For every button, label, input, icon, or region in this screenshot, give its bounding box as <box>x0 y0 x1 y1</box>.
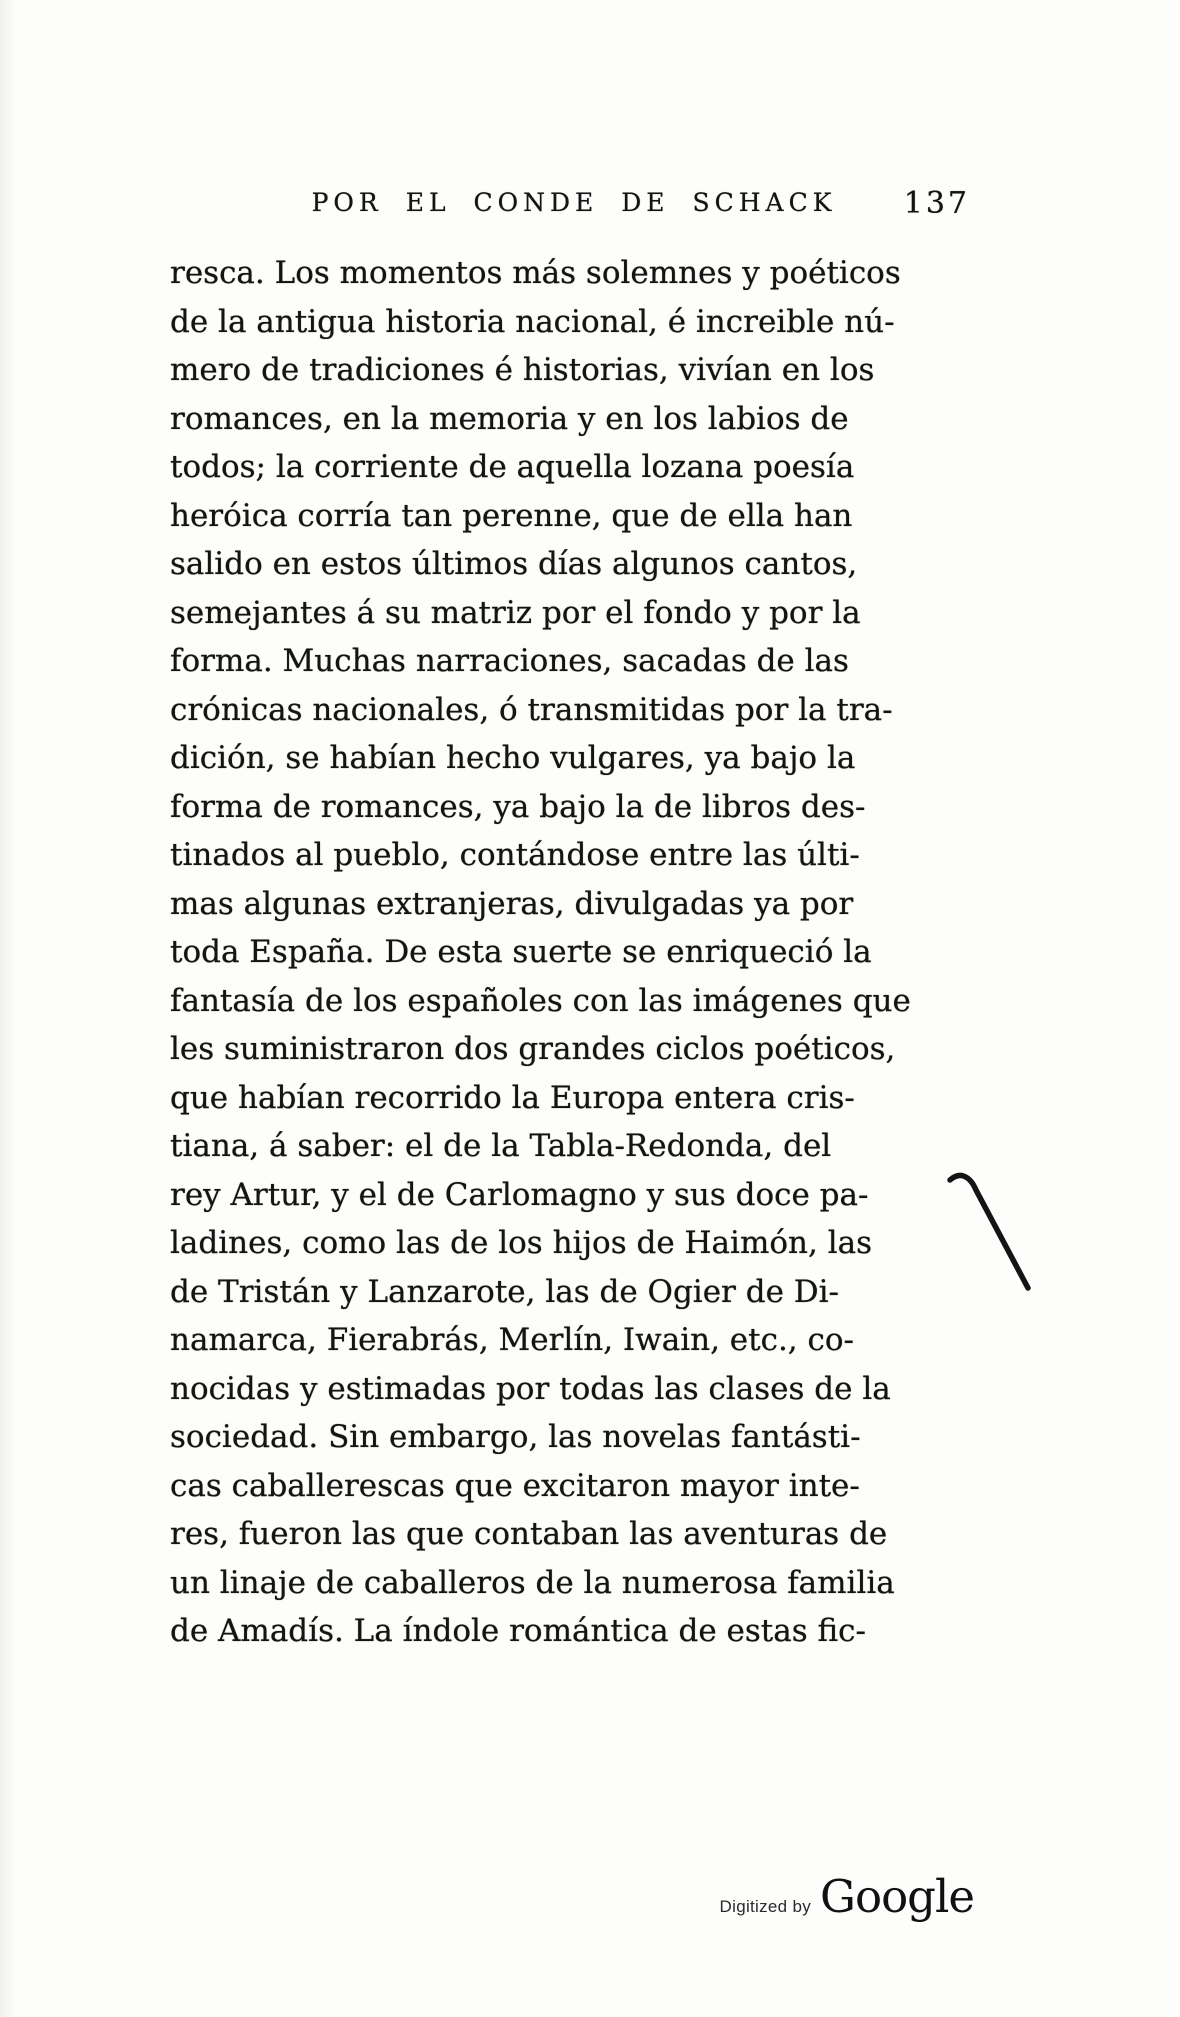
text-line: ladines, como las de los hijos de Haimón, las <box>170 1225 872 1261</box>
google-logo: Google <box>820 1870 974 1923</box>
scan-edge-shade <box>0 0 16 2017</box>
text-line: todos; la corriente de aquella lozana poesía <box>170 449 855 485</box>
page-number: 137 <box>903 186 970 221</box>
text-line: forma. Muchas narraciones, sacadas de las <box>170 643 849 679</box>
text-line: romances, en la memoria y en los labios de <box>170 400 849 437</box>
body-text <box>170 249 978 1656</box>
text-line: les suministraron dos grandes ciclos poéticos, <box>170 1031 896 1067</box>
text-line: heróica corría tan perenne, que de ella han <box>170 497 853 534</box>
text-line: salido en estos últimos días algunos cantos, <box>170 546 858 582</box>
digitized-by-label: Digitized by <box>719 1897 812 1916</box>
text-line: de la antigua historia nacional, é increible nú- <box>170 303 895 340</box>
text-line: semejantes á su matriz por el fondo y por la <box>170 594 861 631</box>
text-line: cas caballerescas que excitaron mayor inte- <box>170 1467 860 1504</box>
text-line: toda España. De esta suerte se enriqueció la <box>170 934 872 970</box>
text-line: rey Artur, y el de Carlomagno y sus doce pa- <box>170 1176 869 1213</box>
header-title: POR EL CONDE DE SCHACK <box>311 188 837 217</box>
text-line: tiana, á saber: el de la Tabla-Redonda, del <box>170 1128 832 1164</box>
text-line: forma de romances, ya bajo la de libros des- <box>170 788 866 825</box>
text-line: res, fueron las que contaban las aventuras de <box>170 1516 888 1552</box>
text-line: de Amadís. La índole romántica de estas fic- <box>170 1613 867 1649</box>
text-line: nocidas y estimadas por todas las clases de la <box>170 1370 891 1407</box>
text-line: resca. Los momentos más solemnes y poéticos <box>170 255 901 291</box>
text-line: que habían recorrido la Europa entera cris- <box>170 1079 855 1116</box>
footer <box>719 1870 974 1923</box>
text-line: fantasía de los españoles con las imágenes que <box>170 982 911 1019</box>
text-line: un linaje de caballeros de la numerosa familia <box>170 1564 895 1601</box>
text-line: dición, se habían hecho vulgares, ya bajo la <box>170 740 856 776</box>
text-line: mas algunas extranjeras, divulgadas ya por <box>170 885 854 922</box>
text-line: crónicas nacionales, ó transmitidas por la tra- <box>170 691 893 728</box>
running-header <box>170 188 978 224</box>
text-line: namarca, Fierabrás, Merlín, Iwain, etc., co- <box>170 1322 855 1358</box>
text-line: de Tristán y Lanzarote, las de Ogier de Di- <box>170 1273 840 1310</box>
text-line: sociedad. Sin embargo, las novelas fantásti- <box>170 1419 861 1455</box>
text-line: mero de tradiciones é historias, vivían en los <box>170 352 875 388</box>
text-line: tinados al pueblo, contándose entre las últi- <box>170 837 860 873</box>
